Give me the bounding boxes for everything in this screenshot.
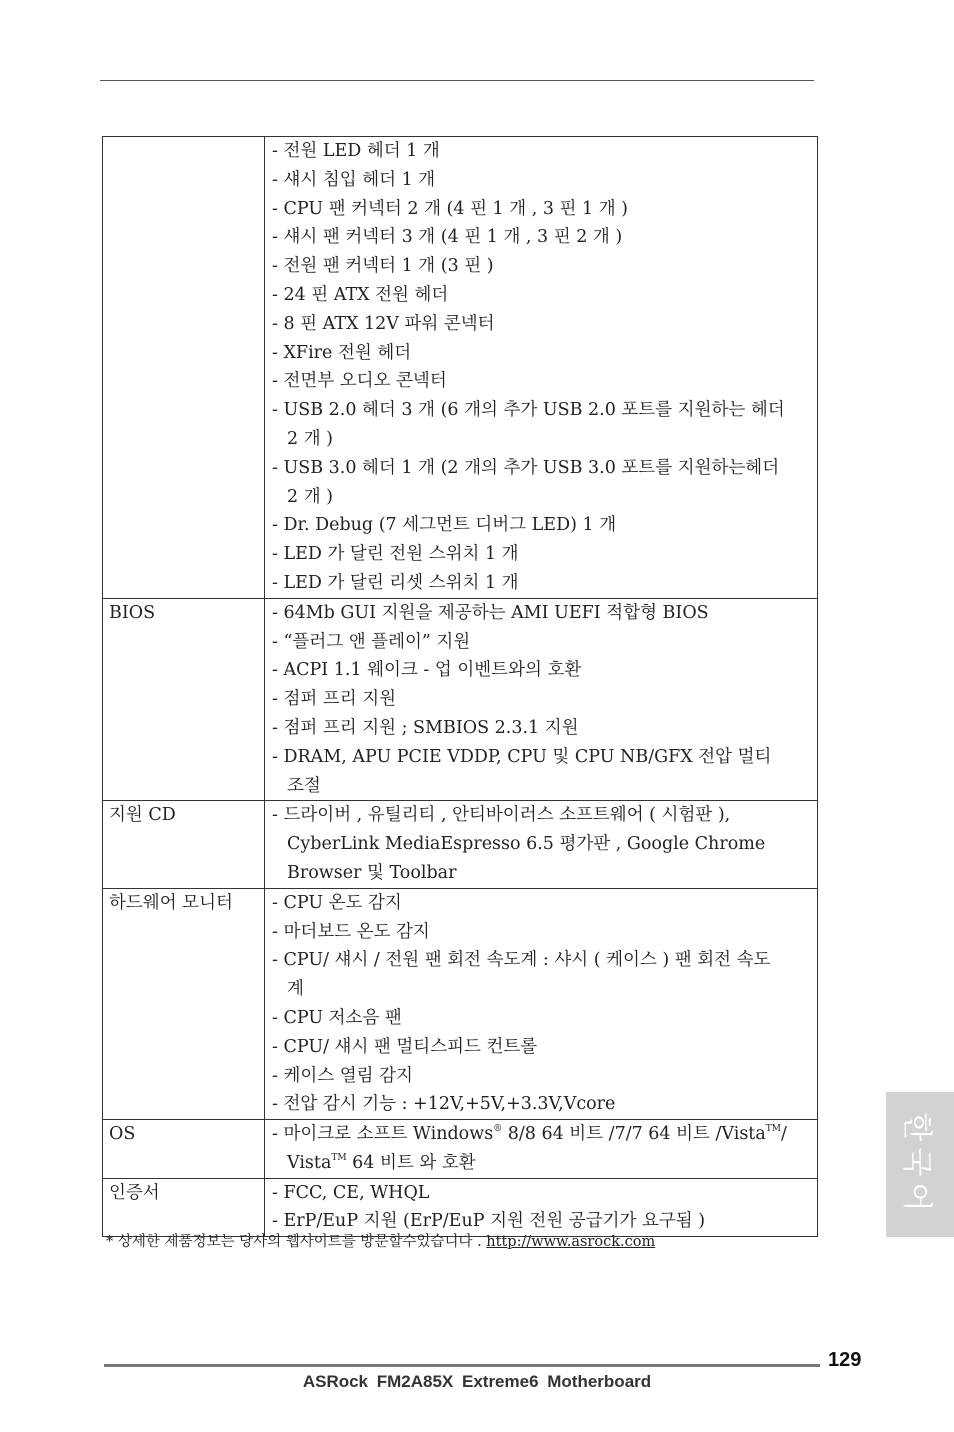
- row-content: [265, 1120, 818, 1179]
- row-label: BIOS: [103, 598, 265, 801]
- spec-line: - DRAM, APU PCIE VDDP, CPU 및 CPU NB/GFX 전압 멀티: [272, 746, 772, 767]
- spec-line: - 섀시 팬 커넥터 3 개 (4 핀 1 개 , 3 핀 2 개 ): [272, 227, 623, 248]
- spec-line: - USB 3.0 헤더 1 개 (2 개의 추가 USB 3.0 포트를 지원하는헤더: [272, 457, 780, 478]
- footnote: [106, 1232, 655, 1252]
- spec-line: 계: [287, 979, 304, 1000]
- website-link[interactable]: http://www.asrock.com: [486, 1234, 656, 1250]
- row-label: 하드웨어 모니터: [103, 888, 265, 1119]
- spec-line: - CPU/ 섀시 / 전원 팬 회전 속도계 : 샤시 ( 케이스 ) 팬 회전 속도: [272, 950, 771, 971]
- table-row: [103, 137, 818, 599]
- bottom-rule: [104, 1364, 820, 1367]
- spec-line-os: [272, 1149, 815, 1178]
- spec-line: - LED 가 달린 리셋 스위치 1 개: [272, 572, 519, 593]
- spec-line: 2 개 ): [287, 486, 333, 507]
- spec-line: - LED 가 달린 전원 스위치 1 개: [272, 544, 519, 565]
- table-row: [103, 598, 818, 801]
- row-label: OS: [103, 1120, 265, 1179]
- row-content: [265, 137, 818, 599]
- spec-line: - CPU 저소음 팬: [272, 1007, 402, 1028]
- spec-line: - 24 핀 ATX 전원 헤더: [272, 284, 449, 305]
- page-number: 129: [828, 1349, 862, 1371]
- row-content: [265, 1178, 818, 1237]
- spec-table: [102, 136, 818, 1237]
- table-row: [103, 801, 818, 888]
- top-rule: [100, 80, 814, 81]
- spec-line: 2 개 ): [287, 428, 333, 449]
- spec-line: - 8 핀 ATX 12V 파워 콘넥터: [272, 313, 495, 334]
- spec-line: - 케이스 열림 감지: [272, 1065, 413, 1086]
- footer-title: ASRock FM2A85X Extreme6 Motherboard: [302, 1372, 652, 1391]
- spec-line: - CPU/ 섀시 팬 멀티스피드 컨트롤: [272, 1036, 538, 1057]
- spec-line: - 마더보드 온도 감지: [272, 921, 430, 942]
- spec-line: - “플러그 앤 플레이” 지원: [272, 631, 471, 652]
- spec-line: - 전압 감시 기능 : +12V,+5V,+3.3V,Vcore: [272, 1094, 616, 1115]
- spec-line: - USB 2.0 헤더 3 개 (6 개의 추가 USB 2.0 포트를 지원하는 헤더: [272, 400, 785, 421]
- os-text: - 마이크로 소프트 Windows: [272, 1124, 494, 1145]
- spec-line: - 드라이버 , 유틸리티 , 안티바이러스 소프트웨어 ( 시험판 ),: [272, 805, 731, 826]
- row-content: [265, 801, 818, 888]
- language-label: 한국어: [899, 1112, 934, 1217]
- row-label: 인증서: [103, 1178, 265, 1237]
- spec-line: - CPU 온도 감지: [272, 892, 402, 913]
- spec-line: - 64Mb GUI 지원을 제공하는 AMI UEFI 적합형 BIOS: [272, 602, 709, 623]
- spec-line: - ErP/EuP 지원 (ErP/EuP 지원 전원 공급기가 요구됨 ): [272, 1211, 706, 1232]
- spec-line: Browser 및 Toolbar: [287, 862, 457, 883]
- spec-line: - 전원 LED 헤더 1 개: [272, 141, 440, 161]
- os-text: Vista: [287, 1152, 332, 1173]
- spec-line-os: [272, 1120, 815, 1149]
- spec-line: - FCC, CE, WHQL: [272, 1182, 430, 1203]
- table-row: [103, 1178, 818, 1237]
- os-text: 64 비트 와 호환: [346, 1152, 476, 1173]
- row-content: [265, 598, 818, 801]
- registered-mark: ®: [493, 1124, 503, 1135]
- spec-line: - 섀시 침입 헤더 1 개: [272, 169, 436, 190]
- row-label: 지원 CD: [103, 801, 265, 888]
- spec-line: 조절: [287, 775, 321, 796]
- spec-line: - 전면부 오디오 콘넥터: [272, 371, 447, 392]
- spec-line: - CPU 팬 커넥터 2 개 (4 핀 1 개 , 3 핀 1 개 ): [272, 198, 628, 219]
- spec-line: - ACPI 1.1 웨이크 - 업 이벤트와의 호환: [272, 660, 582, 681]
- spec-line: - 점퍼 프리 지원: [272, 689, 397, 710]
- spec-line: - 점퍼 프리 지원 ; SMBIOS 2.3.1 지원: [272, 717, 579, 738]
- os-text: 8/8 64 비트 /7/7 64 비트 /Vista: [502, 1124, 766, 1145]
- spec-line: CyberLink MediaEspresso 6.5 평가판 , Google Chrome: [287, 834, 766, 855]
- spec-line: - Dr. Debug (7 세그먼트 디버그 LED) 1 개: [272, 515, 617, 536]
- spec-line: - 전원 팬 커넥터 1 개 (3 핀 ): [272, 256, 494, 277]
- row-content: [265, 888, 818, 1119]
- os-text: /: [781, 1124, 787, 1145]
- trademark-mark: TM: [331, 1152, 347, 1163]
- trademark-mark: TM: [765, 1124, 781, 1135]
- table-row: [103, 1120, 818, 1179]
- table-row: [103, 888, 818, 1119]
- spec-line: - XFire 전원 헤더: [272, 342, 412, 363]
- language-side-tab: [886, 1092, 954, 1237]
- row-label: [103, 137, 265, 599]
- footnote-text: * 상세한 제품정보는 당사의 웹사이트를 방문할수있습니다 .: [106, 1234, 487, 1250]
